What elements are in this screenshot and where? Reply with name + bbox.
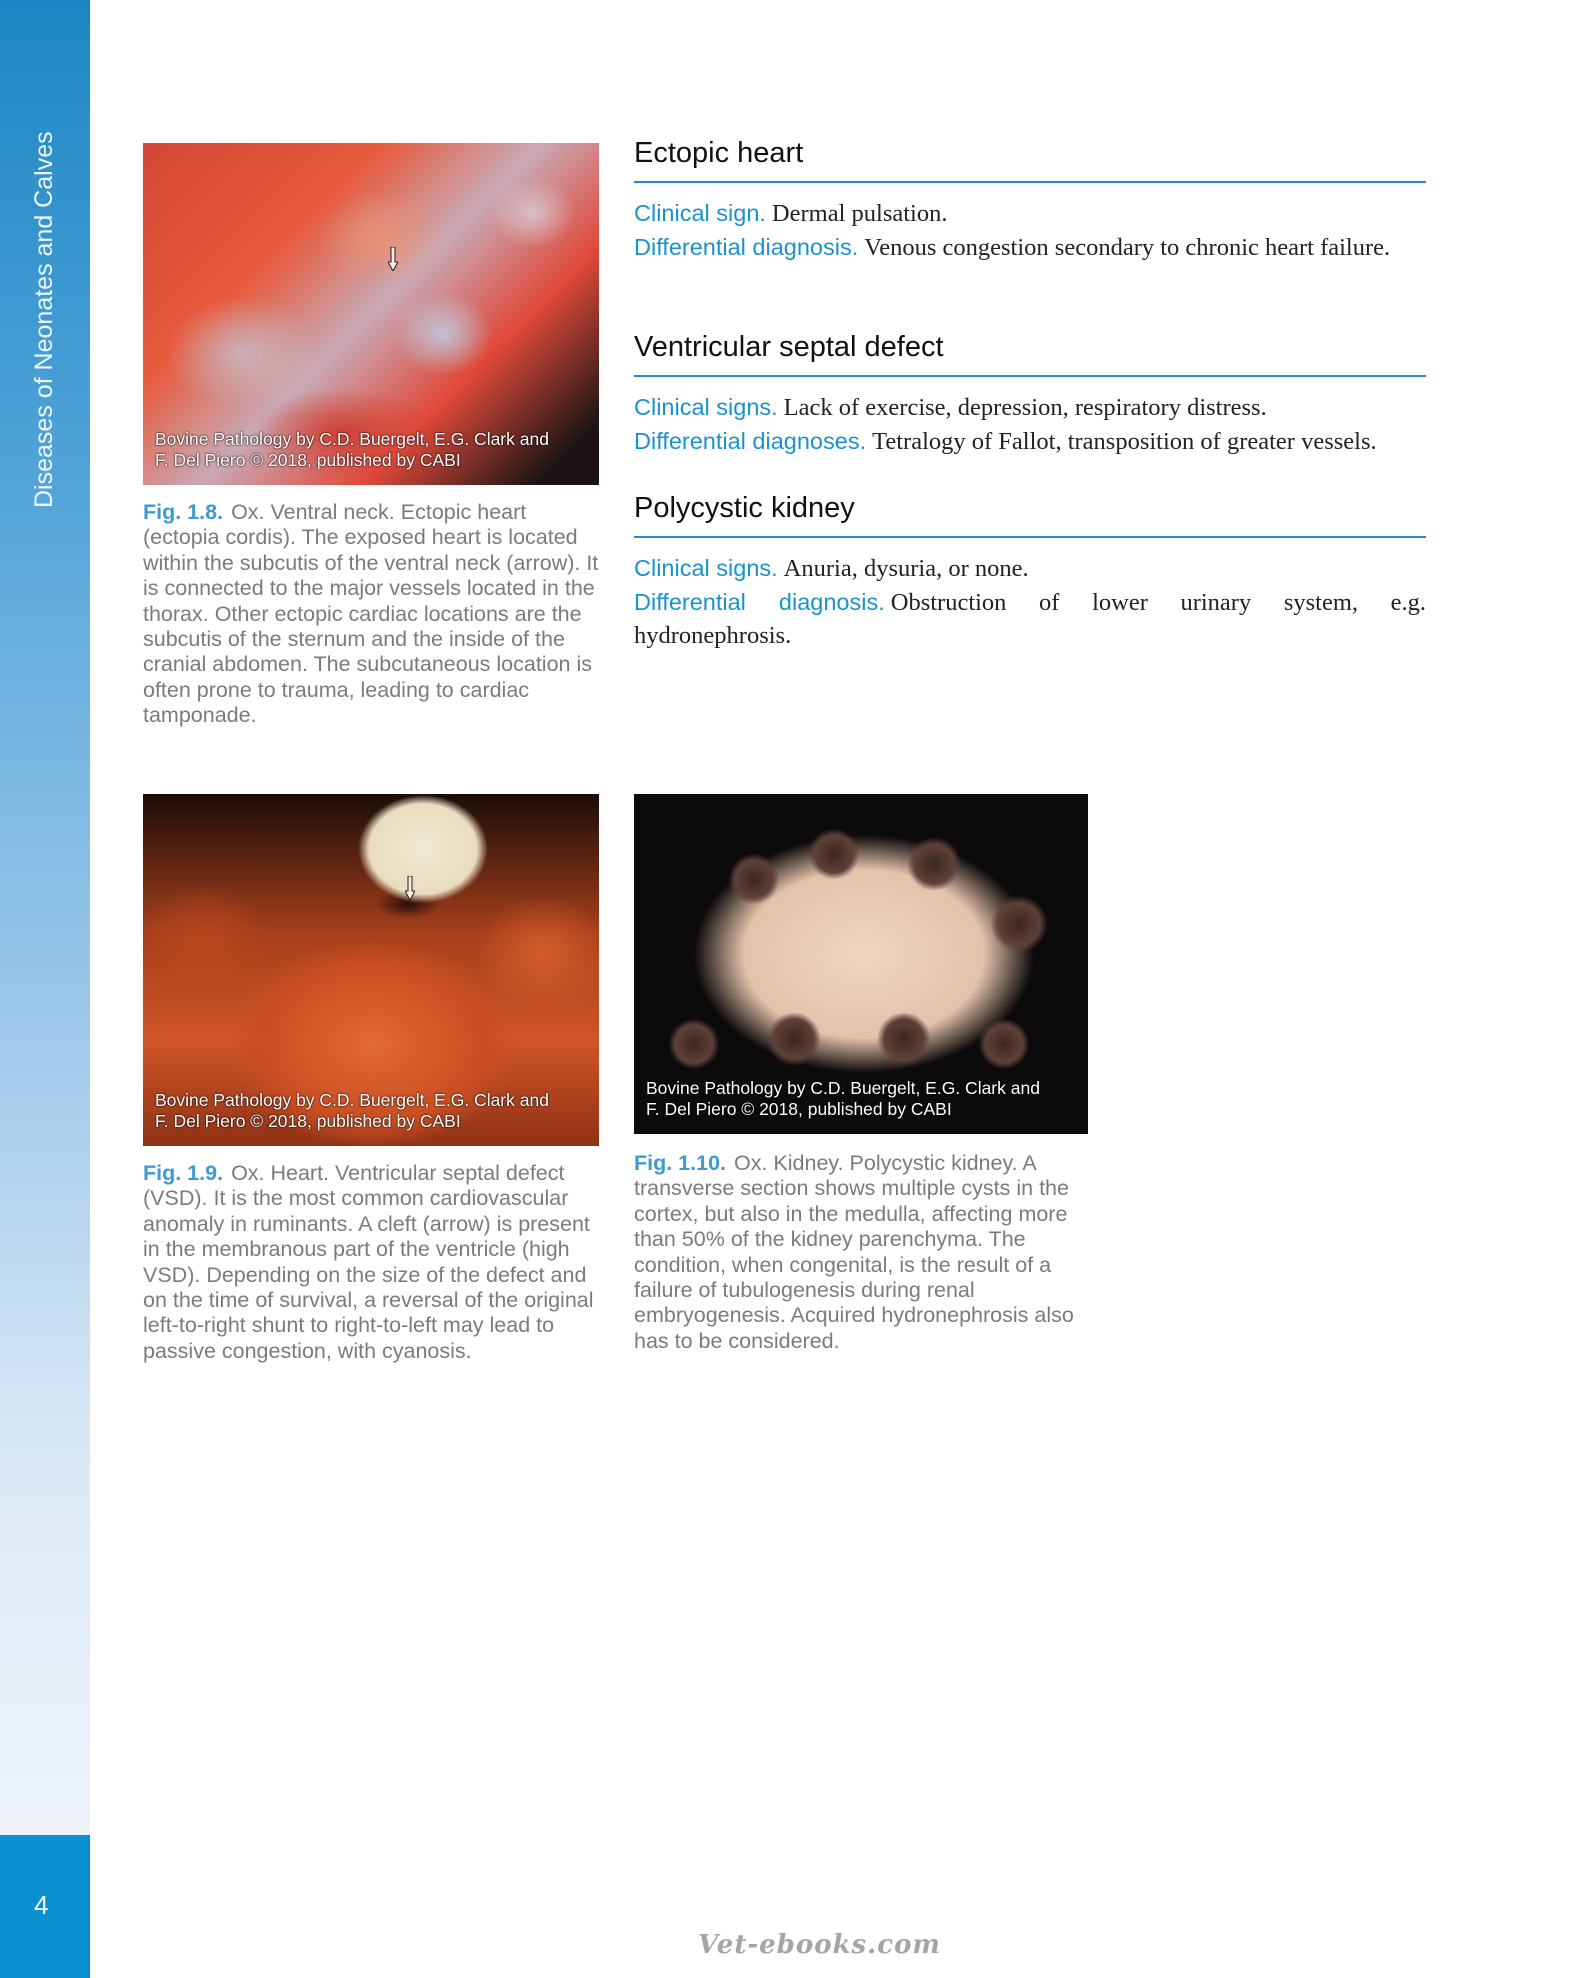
figure-1-9-caption — [143, 1161, 603, 1364]
section-body — [634, 552, 1426, 653]
figure-label: Fig. 1.8. — [143, 500, 224, 524]
differential-diagnosis-label: Differential diagnosis. — [634, 233, 859, 260]
credit-line: Bovine Pathology by C.D. Buergelt, E.G. Clark and — [155, 1090, 549, 1110]
section-polycystic-kidney — [634, 491, 1426, 653]
caption-text: Ox. Heart. Ventricular septal defect (VSD). It is the most common cardiovascular anomaly in ruminants. A cleft (arrow) is present in the membranous part of the ventricle (high VSD). Depending on the size of the defect and on the time of survival, a reversal of the original left-to-right shunt to right-to-left may lead to passive congestion, with cyanosis. — [143, 1161, 594, 1363]
section-title: Ectopic heart — [634, 136, 1426, 183]
caption-text: Ox. Ventral neck. Ectopic heart (ectopia cordis). The exposed heart is located within the subcutis of the ventral neck (arrow). It is connected to the major vessels located in the thorax. Other ectopic cardiac locations are the subcutis of the sternum and the inside of the cranial abdomen. The subcutaneous location is often prone to trauma, leading to cardiac tamponade. — [143, 500, 599, 728]
figure-1-9-photo — [143, 794, 599, 1146]
differential-diagnosis-text: Obstruction of lower urinary system, e.g. hydronephrosis. — [634, 588, 1427, 649]
clinical-sign-label: Clinical signs. — [634, 555, 778, 581]
arrow-icon — [405, 876, 415, 900]
photo-credit — [155, 1090, 549, 1132]
section-title: Ventricular septal defect — [634, 330, 1426, 377]
figure-label: Fig. 1.9. — [143, 1161, 224, 1185]
watermark: Vet-ebooks.com — [698, 1930, 941, 1960]
clinical-sign-text: Anuria, dysuria, or none. — [783, 555, 1029, 582]
differential-diagnosis-text: Venous congestion secondary to chronic heart failure. — [864, 233, 1391, 261]
credit-line: F. Del Piero © 2018, published by CABI — [155, 1111, 461, 1131]
photo-credit — [646, 1078, 1040, 1120]
clinical-sign-label: Clinical signs. — [634, 394, 778, 420]
differential-diagnosis — [634, 231, 1426, 265]
photo-credit — [155, 429, 549, 471]
section-ectopic-heart — [634, 136, 1426, 264]
differential-diagnosis-label: Differential diagnosis. — [634, 588, 885, 615]
clinical-sign-text: Dermal pulsation. — [771, 200, 948, 227]
credit-line: F. Del Piero © 2018, published by CABI — [155, 450, 461, 470]
section-body — [634, 391, 1426, 458]
credit-line: Bovine Pathology by C.D. Buergelt, E.G. Clark and — [155, 429, 549, 449]
running-head: Diseases of Neonates and Calves — [30, 131, 58, 508]
figure-1-10-photo — [634, 794, 1088, 1134]
section-title: Polycystic kidney — [634, 491, 1426, 538]
section-body — [634, 197, 1426, 264]
page-number: 4 — [34, 1890, 49, 1920]
caption-text: Ox. Kidney. Polycystic kidney. A transverse section shows multiple cysts in the cortex, but also in the medulla, affecting more than 50% of the kidney parenchyma. The condition, when congenital, is the result of a failure of tubulogenesis during renal embryogenesis. Acquired hydronephrosis also has to be considered. — [634, 1151, 1074, 1353]
credit-line: Bovine Pathology by C.D. Buergelt, E.G. Clark and — [646, 1078, 1040, 1098]
clinical-sign — [634, 391, 1426, 425]
clinical-sign — [634, 552, 1426, 586]
figure-1-8-photo — [143, 143, 599, 485]
clinical-sign — [634, 197, 1426, 231]
credit-line: F. Del Piero © 2018, published by CABI — [646, 1099, 952, 1119]
figure-1-10-caption — [634, 1151, 1094, 1354]
clinical-sign-label: Clinical sign. — [634, 200, 766, 226]
arrow-icon — [388, 247, 398, 271]
section-ventricular-septal-defect — [634, 330, 1426, 458]
differential-diagnosis — [634, 586, 1426, 653]
differential-diagnosis-label: Differential diagnoses. — [634, 427, 867, 454]
differential-diagnosis — [634, 425, 1426, 459]
clinical-sign-text: Lack of exercise, depression, respiratory distress. — [783, 394, 1267, 421]
figure-1-8-caption — [143, 500, 603, 729]
figure-label: Fig. 1.10. — [634, 1151, 727, 1175]
differential-diagnosis-text: Tetralogy of Fallot, transposition of greater vessels. — [872, 427, 1377, 455]
